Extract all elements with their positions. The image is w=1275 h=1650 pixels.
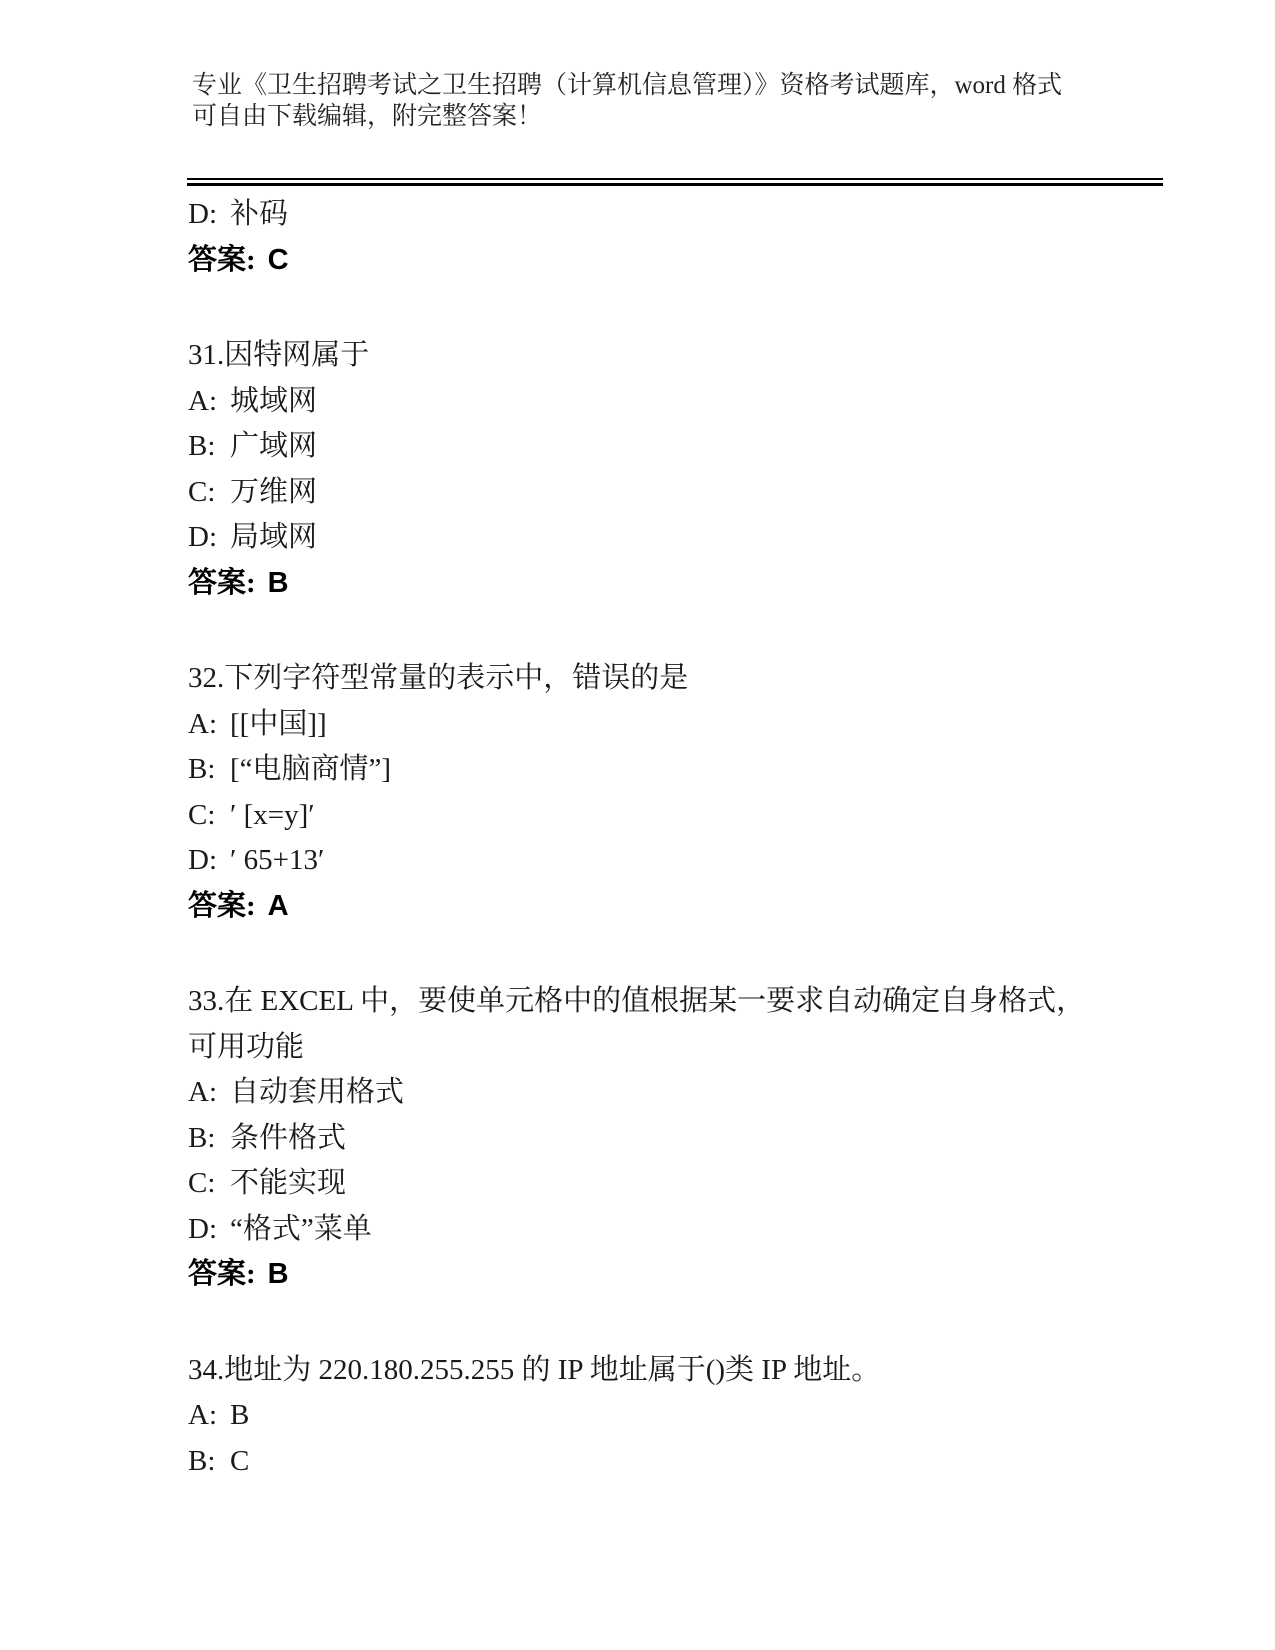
option-label: C: [188, 1167, 216, 1199]
option-text: B [230, 1399, 250, 1431]
option-row [188, 515, 1096, 561]
option-label: D: [188, 521, 217, 553]
option-row [188, 1207, 1096, 1253]
option-text: C [230, 1444, 250, 1477]
option-row [188, 702, 1096, 748]
option-label: A: [188, 1076, 217, 1108]
answer-value: B [267, 566, 289, 599]
question-prompt [188, 656, 1096, 702]
option-text: 条件格式 [230, 1121, 347, 1154]
option-row [188, 1439, 1096, 1485]
answer-label: 答案: [188, 566, 256, 599]
option-text: 补码 [230, 198, 289, 230]
option-text: 广域网 [230, 430, 318, 462]
option-text: 局域网 [230, 521, 318, 553]
option-label: A: [188, 1399, 217, 1431]
answer-row [188, 884, 1096, 930]
answer-value: A [267, 889, 289, 922]
option-label: D: [188, 844, 217, 876]
option-text: 城域网 [230, 384, 318, 417]
option-row [188, 1070, 1096, 1116]
question-block-31 [188, 333, 1096, 606]
question-block-33 [188, 979, 1096, 1298]
question-number: 33. [188, 985, 225, 1017]
answer-row [188, 561, 1096, 607]
question-prompt [188, 979, 1096, 1070]
option-label: C: [188, 798, 216, 831]
option-text: 自动套用格式 [230, 1076, 405, 1108]
answer-value: B [267, 1258, 289, 1290]
answer-label: 答案: [188, 243, 256, 276]
option-row [188, 838, 1096, 884]
carryover-answer-row [188, 238, 1096, 284]
option-text: [[中国]] [230, 707, 327, 740]
option-label: B: [188, 1444, 216, 1477]
question-number: 32. [188, 662, 225, 694]
question-number: 31. [188, 339, 225, 371]
option-label: D: [188, 1212, 217, 1245]
option-row [188, 747, 1096, 793]
question-text: 因特网属于 [224, 339, 370, 371]
option-text: ′ [x=y]′ [230, 798, 315, 831]
option-label: A: [188, 707, 217, 740]
carryover-option-row [188, 192, 1096, 238]
question-prompt [188, 1348, 1096, 1394]
option-label: C: [188, 475, 216, 508]
page-header [192, 70, 1172, 132]
question-prompt [188, 333, 1096, 379]
question-number: 34. [188, 1353, 225, 1386]
answer-row [188, 1252, 1096, 1298]
question-text: 下列字符型常量的表示中，错误的是 [224, 662, 689, 694]
option-text: ′ 65+13′ [230, 844, 325, 876]
option-row [188, 379, 1096, 425]
header-line-2: 可自由下载编辑，附完整答案！ [192, 103, 543, 130]
option-text: 万维网 [230, 475, 318, 508]
option-label: A: [188, 384, 217, 417]
option-label: B: [188, 753, 216, 785]
question-text: 在 EXCEL 中，要使单元格中的值根据某一要求自动确定自身格式，可用功能 [188, 985, 1086, 1063]
question-block-32 [188, 656, 1096, 929]
option-text: 不能实现 [230, 1167, 347, 1199]
question-text: 地址为 220.180.255.255 的 IP 地址属于()类 IP 地址。 [224, 1353, 881, 1386]
header-divider-double-rule [187, 178, 1163, 186]
document-body [188, 192, 1096, 1484]
option-label: D: [188, 198, 217, 230]
option-row [188, 793, 1096, 839]
option-text: “格式”菜单 [230, 1212, 372, 1245]
answer-value: C [267, 243, 289, 276]
option-row [188, 424, 1096, 470]
option-text: [“电脑商情”] [230, 753, 392, 785]
header-line-1: 专业《卫生招聘考试之卫生招聘（计算机信息管理）》资格考试题库，word 格式 [192, 72, 1063, 99]
option-label: B: [188, 1121, 216, 1154]
question-block-34 [188, 1348, 1096, 1485]
option-row [188, 470, 1096, 516]
answer-label: 答案: [188, 1258, 256, 1290]
option-row [188, 1393, 1096, 1439]
option-row [188, 1116, 1096, 1162]
option-label: B: [188, 430, 216, 462]
answer-label: 答案: [188, 889, 256, 922]
option-row [188, 1161, 1096, 1207]
